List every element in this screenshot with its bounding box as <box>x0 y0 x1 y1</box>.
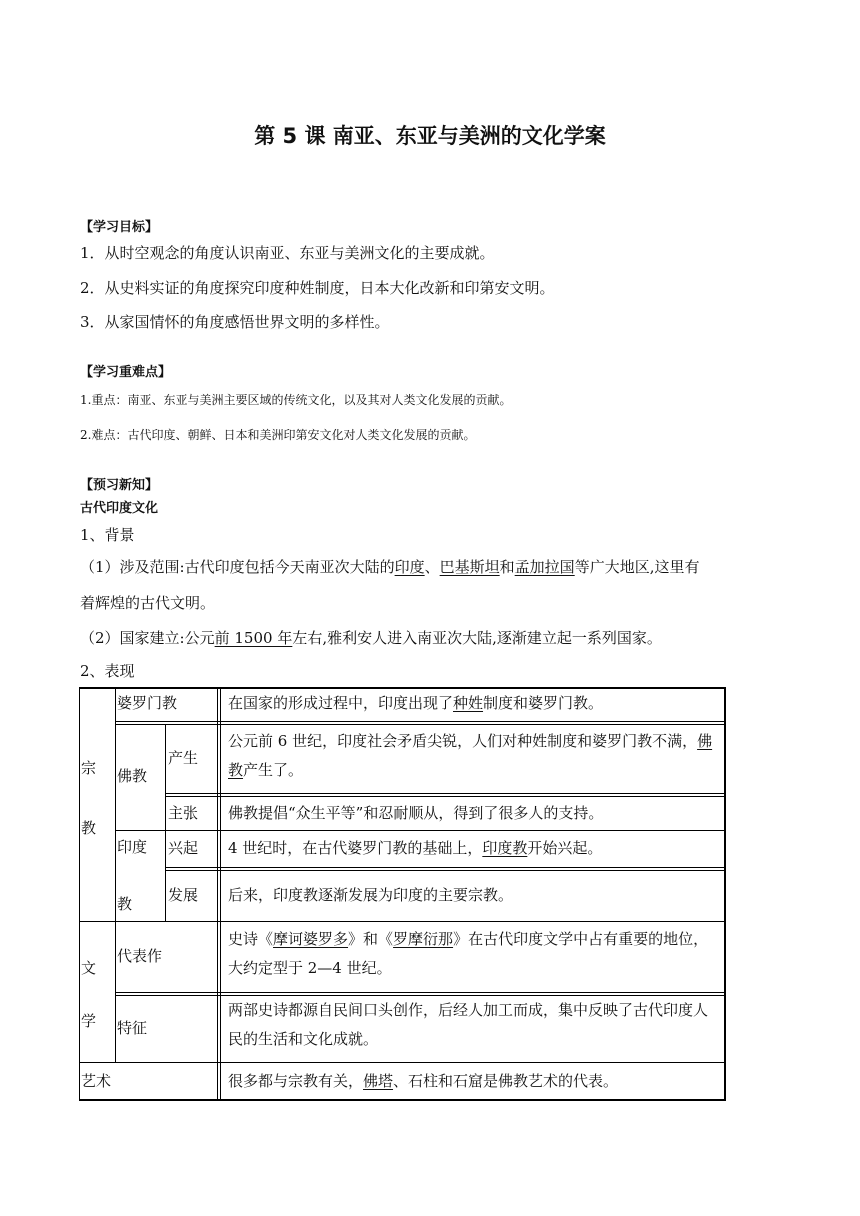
develop-desc: 后来，印度教逐渐发展为印度的主要宗教。 <box>228 886 514 904</box>
claim-label: 主张 <box>168 804 199 822</box>
rep-works-label: 代表作 <box>117 947 163 965</box>
perform-title: 2、表现 <box>80 662 135 680</box>
art-label: 艺术 <box>81 1072 112 1090</box>
rep-works-desc: 史诗《摩诃婆罗多》和《罗摩衍那》在古代印度文学中占有重要的地位，大约定型于 2—4 世纪。 <box>228 930 709 977</box>
keypoints-heading: 【学习重难点】 <box>80 365 172 380</box>
goal-item: 2．从史料实证的角度探究印度种姓制度，日本大化改新和印第安文明。 <box>80 279 555 297</box>
religion-label: 教 <box>81 819 97 837</box>
buddhism-label: 佛教 <box>117 767 148 785</box>
page-title: 第 5 课 南亚、东亚与美洲的文化学案 <box>254 124 606 148</box>
culture-table <box>79 687 726 1101</box>
religion-label: 宗 <box>81 759 97 777</box>
hinduism-label: 印度 <box>117 838 148 856</box>
brahmin-label: 婆罗门教 <box>117 694 178 712</box>
goals-heading: 【学习目标】 <box>80 220 159 235</box>
develop-label: 发展 <box>168 886 199 904</box>
rise-desc: 4 世纪时，在古代婆罗门教的基础上，印度教开始兴起。 <box>228 839 603 857</box>
background-paragraph-1-cont: 着辉煌的古代文明。 <box>80 594 216 612</box>
brahmin-desc: 在国家的形成过程中，印度出现了种姓制度和婆罗门教。 <box>228 694 604 712</box>
literature-label: 文 <box>81 959 97 977</box>
background-paragraph-2: （2）国家建立:公元前 1500 年左右,雅利安人进入南亚次大陆,逐渐建立起一系列国家。 <box>80 629 662 647</box>
art-desc: 很多都与宗教有关，佛塔、石柱和石窟是佛教艺术的代表。 <box>228 1072 619 1090</box>
origin-label: 产生 <box>168 749 199 767</box>
hinduism-label: 教 <box>117 895 133 913</box>
literature-label: 学 <box>81 1012 97 1030</box>
keypoint-item: 1.重点：南亚、东亚与美洲主要区域的传统文化，以及其对人类文化发展的贡献。 <box>80 393 512 407</box>
feature-label: 特征 <box>117 1019 148 1037</box>
claim-desc: 佛教提倡“众生平等”和忍耐顺从，得到了很多人的支持。 <box>228 804 604 822</box>
background-title: 1、背景 <box>80 526 135 544</box>
keypoint-item: 2.难点：古代印度、朝鲜、日本和美洲印第安文化对人类文化发展的贡献。 <box>80 428 476 442</box>
background-paragraph-1: （1）涉及范围:古代印度包括今天南亚次大陆的印度、巴基斯坦和孟加拉国等广大地区,这里有 <box>80 558 700 576</box>
goal-item: 3．从家国情怀的角度感悟世界文明的多样性。 <box>80 313 390 331</box>
rise-label: 兴起 <box>168 839 199 857</box>
preview-subheading: 古代印度文化 <box>80 501 159 516</box>
preview-heading: 【预习新知】 <box>80 478 159 493</box>
goal-item: 1．从时空观念的角度认识南亚、东亚与美洲文化的主要成就。 <box>80 244 495 262</box>
feature-desc: 两部史诗都源自民间口头创作，后经人加工而成，集中反映了古代印度人民的生活和文化成就。 <box>228 1001 709 1048</box>
origin-desc: 公元前 6 世纪，印度社会矛盾尖锐，人们对种姓制度和婆罗门教不满，佛教产生了。 <box>228 732 713 779</box>
